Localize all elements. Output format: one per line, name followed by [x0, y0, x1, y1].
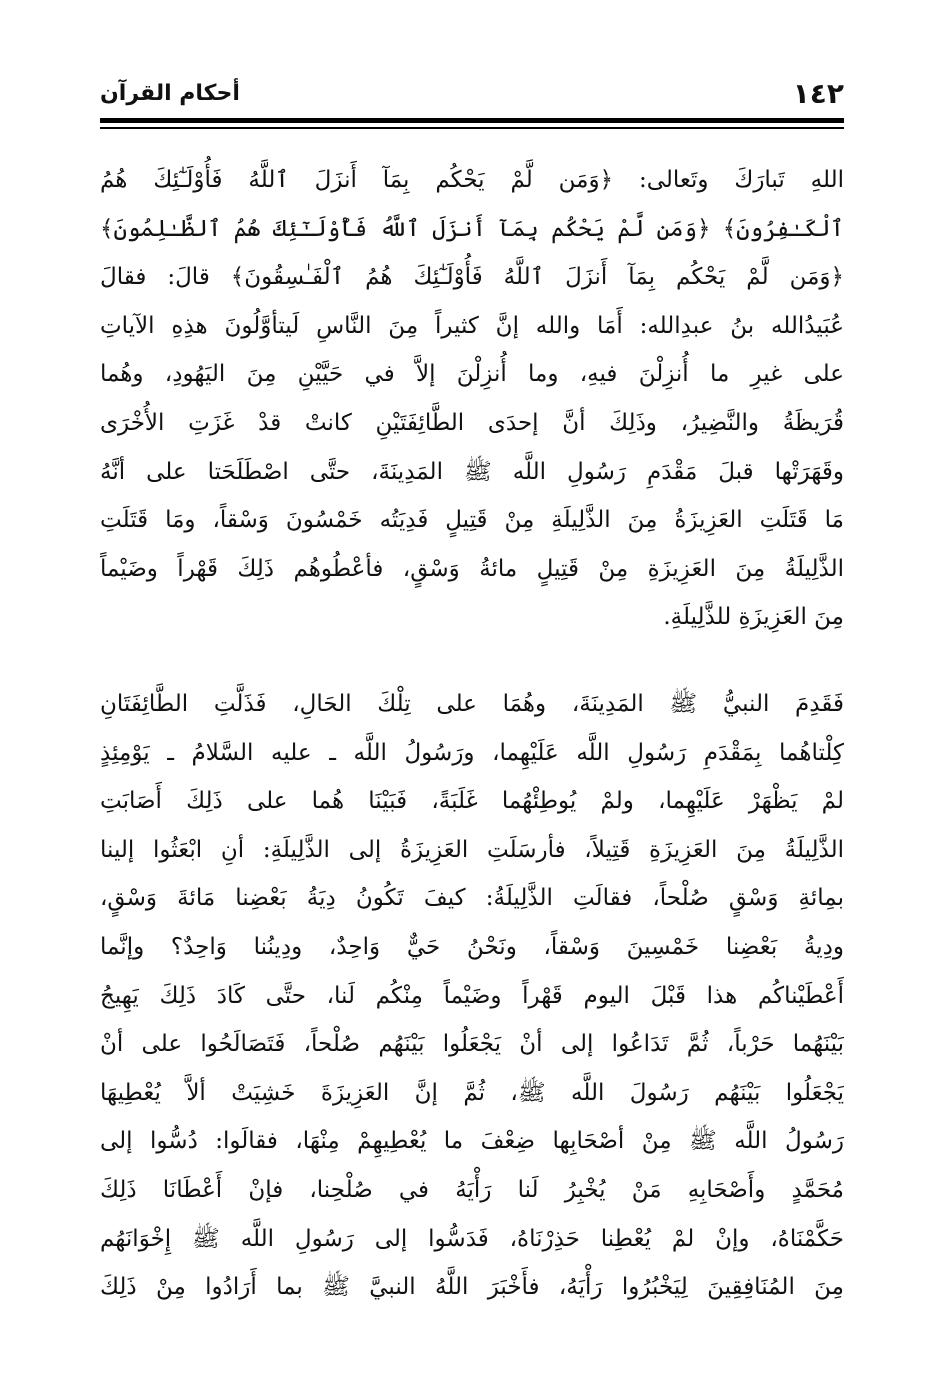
paragraph-2 — [100, 680, 844, 1312]
page-header — [100, 70, 844, 120]
text-line: بمِائةِ وَسْقٍ صُلْحاً، فقالَتِ الذَّلِيلَةُ: كيفَ تَكُونُ دِيَةُ بَعْضِنا مَائةَ وَسْقٍ، — [100, 885, 844, 912]
text-line: ٱلْكَـٰفِرُونَ﴾ ﴿وَمَن لَّمْ يَحْكُم بِمَآ أَنزَلَ ٱللَّهُ فَأُوْلَـٰٓئِكَ هُمُ ٱلظَّـٰلِمُونَ﴾ — [100, 215, 844, 242]
text-line: مُحَمَّدٍ وأَصْحَابِهِ مَنْ يُخْبِرُ لَنا رَأْيَهُ في صُلْحِنا، فإنْ أَعْطَانَا ذَلِكَ — [100, 1176, 844, 1203]
text-line: وقَهَرَتْها قبلَ مَقْدَمِ رَسُولِ اللَّه ﷺ المَدِينَةَ، حتَّى اصْطَلَحَتا على أنَّهُ — [100, 458, 844, 485]
text-line: كِلْتاهُما بِمَقْدَمِ رَسُولِ اللَّه عَلَيْهِما، ورَسُولُ اللَّه ـ عليه السَّلامُ ـ يَوْمِئِذٍ — [100, 739, 844, 766]
header-rule-thin — [100, 127, 844, 129]
text-line: على غيرِ ما أُنزِلْنَ فيهِ، وما أُنزِلْنَ إلاَّ في حَيَّيْنِ مِنَ اليَهُودِ، وهُما — [100, 361, 844, 388]
text-line: بَيْنَهُما حَرْباً، ثُمَّ تَدَاعُوا إلى أنْ يَجْعَلُوا بَيْنَهُم صُلْحاً، فَتَصَالَحُوا على أنْ — [100, 1031, 844, 1058]
text-line: ﴿وَمَن لَّمْ يَحْكُم بِمَآ أَنزَلَ ٱللَّهُ فَأُوْلَـٰٓئِكَ هُمُ ٱلْفَـٰسِقُونَ﴾ قالَ: فقالَ — [100, 264, 844, 291]
text-line: فَقَدِمَ النبيُّ ﷺ المَدِينَةَ، وهُمَا على تِلْكَ الحَالِ، فَذَلَّتِ الطَّائِفَتَانِ — [100, 691, 844, 717]
text-line: رَسُولُ اللَّه ﷺ مِنْ أصْحَابِها ضِعْفَ ما يُعْطِيهِمْ مِنْهَا، فقالَوا: دُسُّوا إلى — [100, 1128, 844, 1155]
text-line: عُبَيدُالله بنُ عبدِالله: أَمَا والله إنَّ كثيراً مِنَ النَّاسِ لَيتأوَّلُونَ هذِهِ الآياتِ — [100, 312, 844, 339]
text-line: مِنَ المُنَافِقِينَ لِيَخْبُرُوا رَأْيَهُ، فأَخْبَرَ اللَّهُ النبيَّ ﷺ بما أَرَادُوا مِنْ ذَلِكَ — [100, 1274, 844, 1301]
text-line: أَعْطَيْناكُم هذا قَبْلَ اليوم قَهْراً وضَيْماً مِنْكُم لَنا، حتَّى كَادَ ذَلِكَ يَهِيجُ — [100, 982, 844, 1009]
text-line: ودِيةُ بَعْضِنا خَمْسِينَ وَسْقاً، ونَحْنُ حَيٌّ وَاحِدٌ، ودِينُنا وَاحِدٌ؟ وإنَّما — [100, 933, 844, 960]
text-line: لمْ يَظْهَرْ عَلَيْهِما، ولمْ يُوطِئْهُما غَلَبَةً، فَبَيْنَا هُما على ذَلِكَ أَصَابَتِ — [100, 788, 844, 815]
text-line: اللهِ تَبارَكَ وتَعالى: ﴿وَمَن لَّمْ يَحْكُم بِمَآ أَنزَلَ ٱللَّهُ فَأُوْلَـٰٓئِكَ هُمُ — [100, 167, 844, 193]
paragraph-1 — [100, 156, 844, 642]
book-page — [100, 70, 844, 1330]
text-line: حَكَّمْنَاهُ، وإنْ لمْ يُعْطِنا حَذِرْنَاهُ، فَدَسُّوا إلى رَسُولِ اللَّه ﷺ إِخْوَانَهُم — [100, 1225, 844, 1252]
text-line: قُرَيظَةُ والنَّضِيرُ، وذَلِكَ أنَّ إحدَى الطَّائِفَتَيْنِ كانتْ قدْ غَزَتِ الأُخْرَى — [100, 409, 844, 436]
text-line: الذَّلِيلَةُ مِنَ العَزِيزَةِ قَتِيلاً، فأرسَلَتِ العَزِيزَةُ إلى الذَّلِيلَةِ: أنِ ابْعَثُوا إلينا — [100, 836, 844, 863]
text-line: الذَّلِيلَةُ مِنَ العَزِيزَةِ مِنْ قَتِيلٍ مائةُ وَسْقٍ، فأعْطُوهُم ذَلِكَ قَهْراً وضَيْماً — [100, 555, 844, 582]
header-rule-thick — [100, 118, 844, 123]
running-title: أحكام القرآن — [100, 81, 240, 106]
text-line: مَا قَتَلَتِ العَزِيزَةُ مِنَ الذَّلِيلَةِ مِنْ قَتِيلٍ فَدِيَتُه خَمْسُونَ وَسْقاً، ومَا قَتَلَتِ — [100, 507, 844, 534]
page-number: ١٤٢ — [792, 77, 844, 110]
text-line: مِنَ العَزِيزَةِ للذَّلِيلَةِ. — [663, 604, 844, 631]
text-line: يَجْعَلُوا بَيْنَهُم رَسُولَ اللَّه ﷺ، ثُمَّ إنَّ العَزِيزَةَ خَشِيَتْ ألاَّ يُعْطِيهَا — [100, 1079, 844, 1106]
